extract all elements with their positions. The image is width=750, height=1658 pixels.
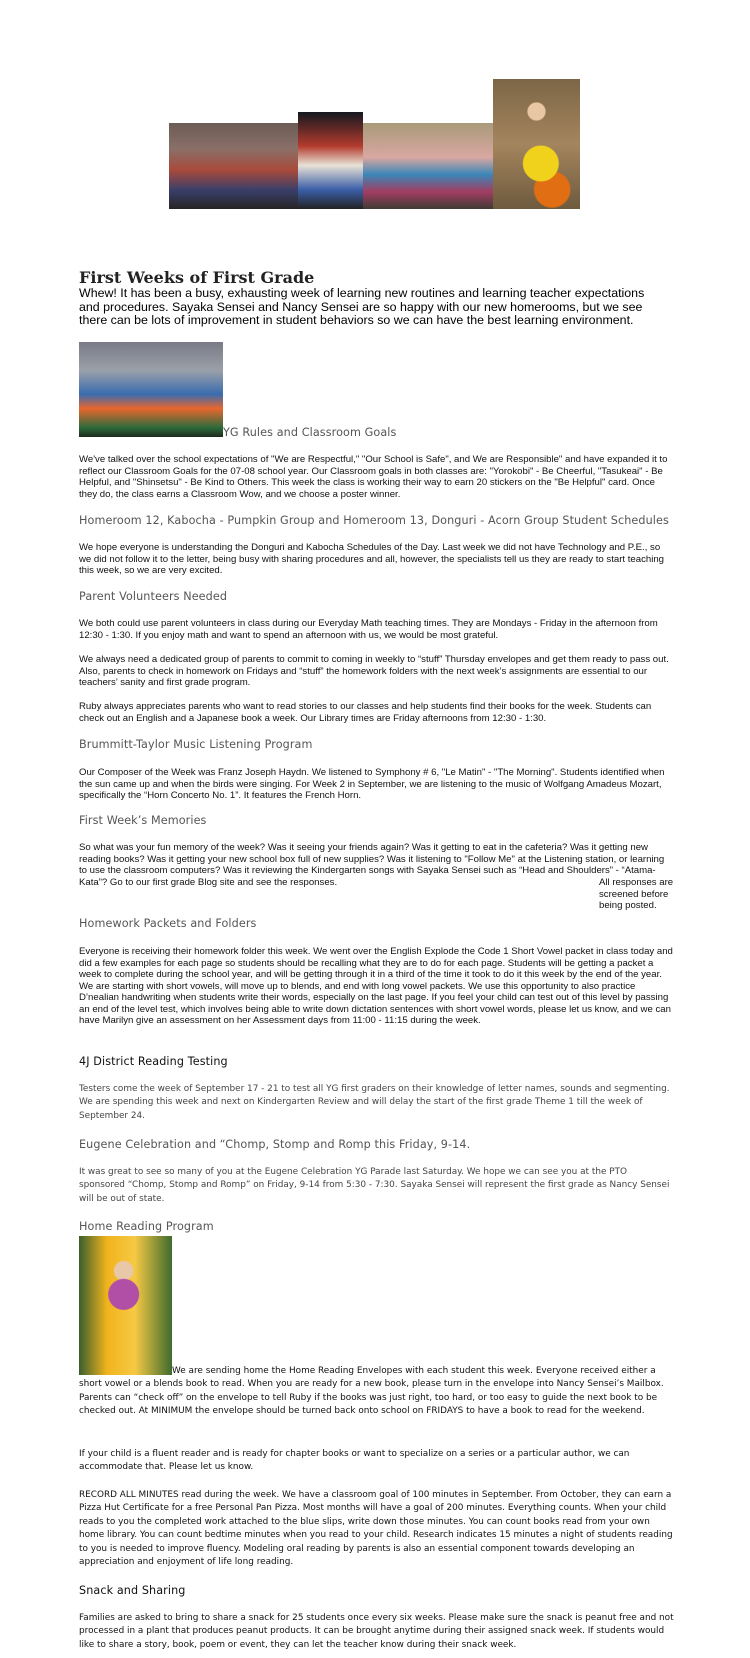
reading-heading: Home Reading Program bbox=[79, 1220, 214, 1233]
child-slide-photo bbox=[79, 1236, 172, 1375]
testing-body: Testers come the week of September 17 - 21 to test all YG first graders on their knowledge of letter names, sounds and segmenting. We are spending this week and next on Kindergarten Review and will delay the start of the first grade Theme 1 till the week of September 24. bbox=[79, 1084, 670, 1121]
intro-paragraph: Whew! It has been a busy, exhausting week of learning new routines and learning teacher expectations and procedures. Sayaka Sensei and Nancy Sensei are so happy with our new homerooms, but we see there can be lots of improvement in student behaviors so we can have the best learning environment. bbox=[79, 286, 645, 327]
memories-tail: All responses are screened before being posted. bbox=[599, 877, 674, 911]
homeroom-heading: Homeroom 12, Kabocha - Pumpkin Group and Homeroom 13, Donguri - Acorn Group Student Schedules bbox=[79, 514, 669, 527]
page-title: First Weeks of First Grade bbox=[79, 268, 315, 287]
volunteers-p2: We always need a dedicated group of parents to commit to coming in weekly to “stuff” Thursday envelopes and get them ready to pass out. Also, parents to check in homework on Fridays and “stuff” the homework folders with the next week’s assignments are essential to our teachers’ sanity and first grade program. bbox=[79, 654, 669, 688]
memories-heading: First Week’s Memories bbox=[79, 814, 207, 827]
homeroom-body: We hope everyone is understanding the Donguri and Kabocha Schedules of the Day. Last week we did not have Technology and P.E., so we did not follow it to the letter, being busy with sharing procedures and all, however, the specialists tell us they are ready to start teaching this week, so we are very excited. bbox=[79, 542, 665, 576]
rules-body: We've talked over the school expectations of "We are Respectful," "Our School is Safe", and We are Responsible" and have expanded it to reflect our Classroom Goals for the 07-08 school year. Our Classroom goals in both classes are: "Yorokobi" - Be Cheerful, "Tasukeai" - Be Helpful, and "Shinsetsu" - Be Kind to Others. This week the class is working their way to earn 20 stickers on the "Be Helpful" card. Once they do, the class earns a Classroom Wow, and we choose a poster winner. bbox=[79, 454, 668, 500]
reading-p3: RECORD ALL MINUTES read during the week. We have a classroom goal of 100 minutes in September. From October, they can earn a Pizza Hut Certificate for a free Personal Pan Pizza. Most months will have a goal of 200 minutes. Everything counts. When your child reads to you the completed work attached to the blue slips, write down those minutes. You can count books read from your own home library. You can count bedtime minutes when you read to your child. Research indicates 15 minutes a night of students reading to you is needed to improve fluency. Modeling oral reading by parents is also an essential component towards developing an appreciation and enjoyment of life long reading. bbox=[79, 1490, 673, 1568]
reading-p1 bbox=[79, 1365, 674, 1419]
rules-heading: YG Rules and Classroom Goals bbox=[223, 426, 397, 439]
child-pumpkin-photo bbox=[493, 79, 580, 209]
snack-heading: Snack and Sharing bbox=[79, 1584, 186, 1597]
homework-heading: Homework Packets and Folders bbox=[79, 917, 257, 930]
eugene-body: It was great to see so many of you at the Eugene Celebration YG Parade last Saturday. We hope we can see you at the PTO sponsored “Chomp, Stomp and Romp” on Friday, 9-14 from 5:30 - 7:30. Sayaka Sensei will represent the first grade as Nancy Sensei will be out of state. bbox=[79, 1167, 670, 1204]
reading-p1-text: We are sending home the Home Reading Envelopes with each student this week. Everyone received either a short vowel or a blends book to read. When you are ready for a new book, please turn in the envelope into Nancy Sensei’s Mailbox. Parents can “check off” on the envelope to tell Ruby if the books was just right, too hard, or too easy to guide the next book to be checked out. At MINIMUM the envelope should be turned back onto school on FRIDAYS to have a book to read for the weekend. bbox=[79, 1366, 664, 1417]
classroom-stage-photo bbox=[79, 342, 223, 437]
music-heading: Brummitt-Taylor Music Listening Program bbox=[79, 738, 313, 751]
class-performance-photo bbox=[169, 123, 298, 209]
memories-body: So what was your fun memory of the week? Was it seeing your friends again? Was it getting to eat in the cafeteria? Was it getting new reading books? Was it getting your new school box full of new supplies? Was it listening to "Follow Me" at the Listening station, or learning to use the classroom computers? Was it reviewing the Kindergarten songs with Sayaka Sensei such as “Head and Shoulders” - “Atama- Kata”? Go to our first grade Blog site and see the responses. bbox=[79, 842, 665, 888]
testing-heading: 4J District Reading Testing bbox=[79, 1055, 228, 1068]
homework-body: Everyone is receiving their homework folder this week. We went over the English Explode the Code 1 Short Vowel packet in class today and did a few examples for each page so students should be recalling what they are to do for each page. Students will be getting a packet a week to complete during the school year, and will be getting through it in a third of the time it took to do it this week by the end of the year. We are starting with short vowels, will move up to blends, and end with long vowel packets. We use this opportunity to also practice D’nealian handwriting when students write their words, especially on the last page. If you feel your child can test out of this level by passing an end of the level test, which involves being able to write down dictation sentences with short vowel words, please let us know, and we can have Marilyn give an assessment on her Assessment days from 11:00 - 11:15 during the week. bbox=[79, 946, 673, 1026]
eugene-heading: Eugene Celebration and “Chomp, Stomp and Romp this Friday, 9-14. bbox=[79, 1138, 471, 1151]
volunteers-p1: We both could use parent volunteers in class during our Everyday Math teaching times. They are Mondays - Friday in the afternoon from 12:30 - 1:30. If you enjoy math and want to spend an afternoon with us, we would be most grateful. bbox=[79, 618, 658, 641]
snack-body: Families are asked to bring to share a snack for 25 students once every six weeks. Please make sure the snack is peanut free and not processed in a plant that produces peanut products. It can be brought anytime during their assigned snack week. If students would like to share a story, book, poem or event, they can let the teacher know during their snack week. bbox=[79, 1613, 674, 1650]
students-costumes-photo bbox=[298, 112, 363, 209]
volunteers-p3: Ruby always appreciates parents who want to read stories to our classes and help students find their books for the week. Students can check out an English and a Japanese book a week. Our Library times are Friday afternoons from 12:30 - 1:30. bbox=[79, 701, 652, 724]
music-body: Our Composer of the Week was Franz Joseph Haydn. We listened to Symphony # 6, "Le Matin" - "The Morning". Students identified when the sun came up and when the birds were singing. For Week 2 in September, we are listening to the music of Wolfgang Amadeus Mozart, specifically the “Horn Concerto No. 1”. It features the French Horn. bbox=[79, 767, 665, 801]
reading-p2: If your child is a fluent reader and is ready for chapter books or want to specialize on a series or a particular author, we can accommodate that. Please let us know. bbox=[79, 1449, 630, 1473]
students-kimono-photo bbox=[363, 123, 493, 209]
volunteers-heading: Parent Volunteers Needed bbox=[79, 590, 228, 603]
